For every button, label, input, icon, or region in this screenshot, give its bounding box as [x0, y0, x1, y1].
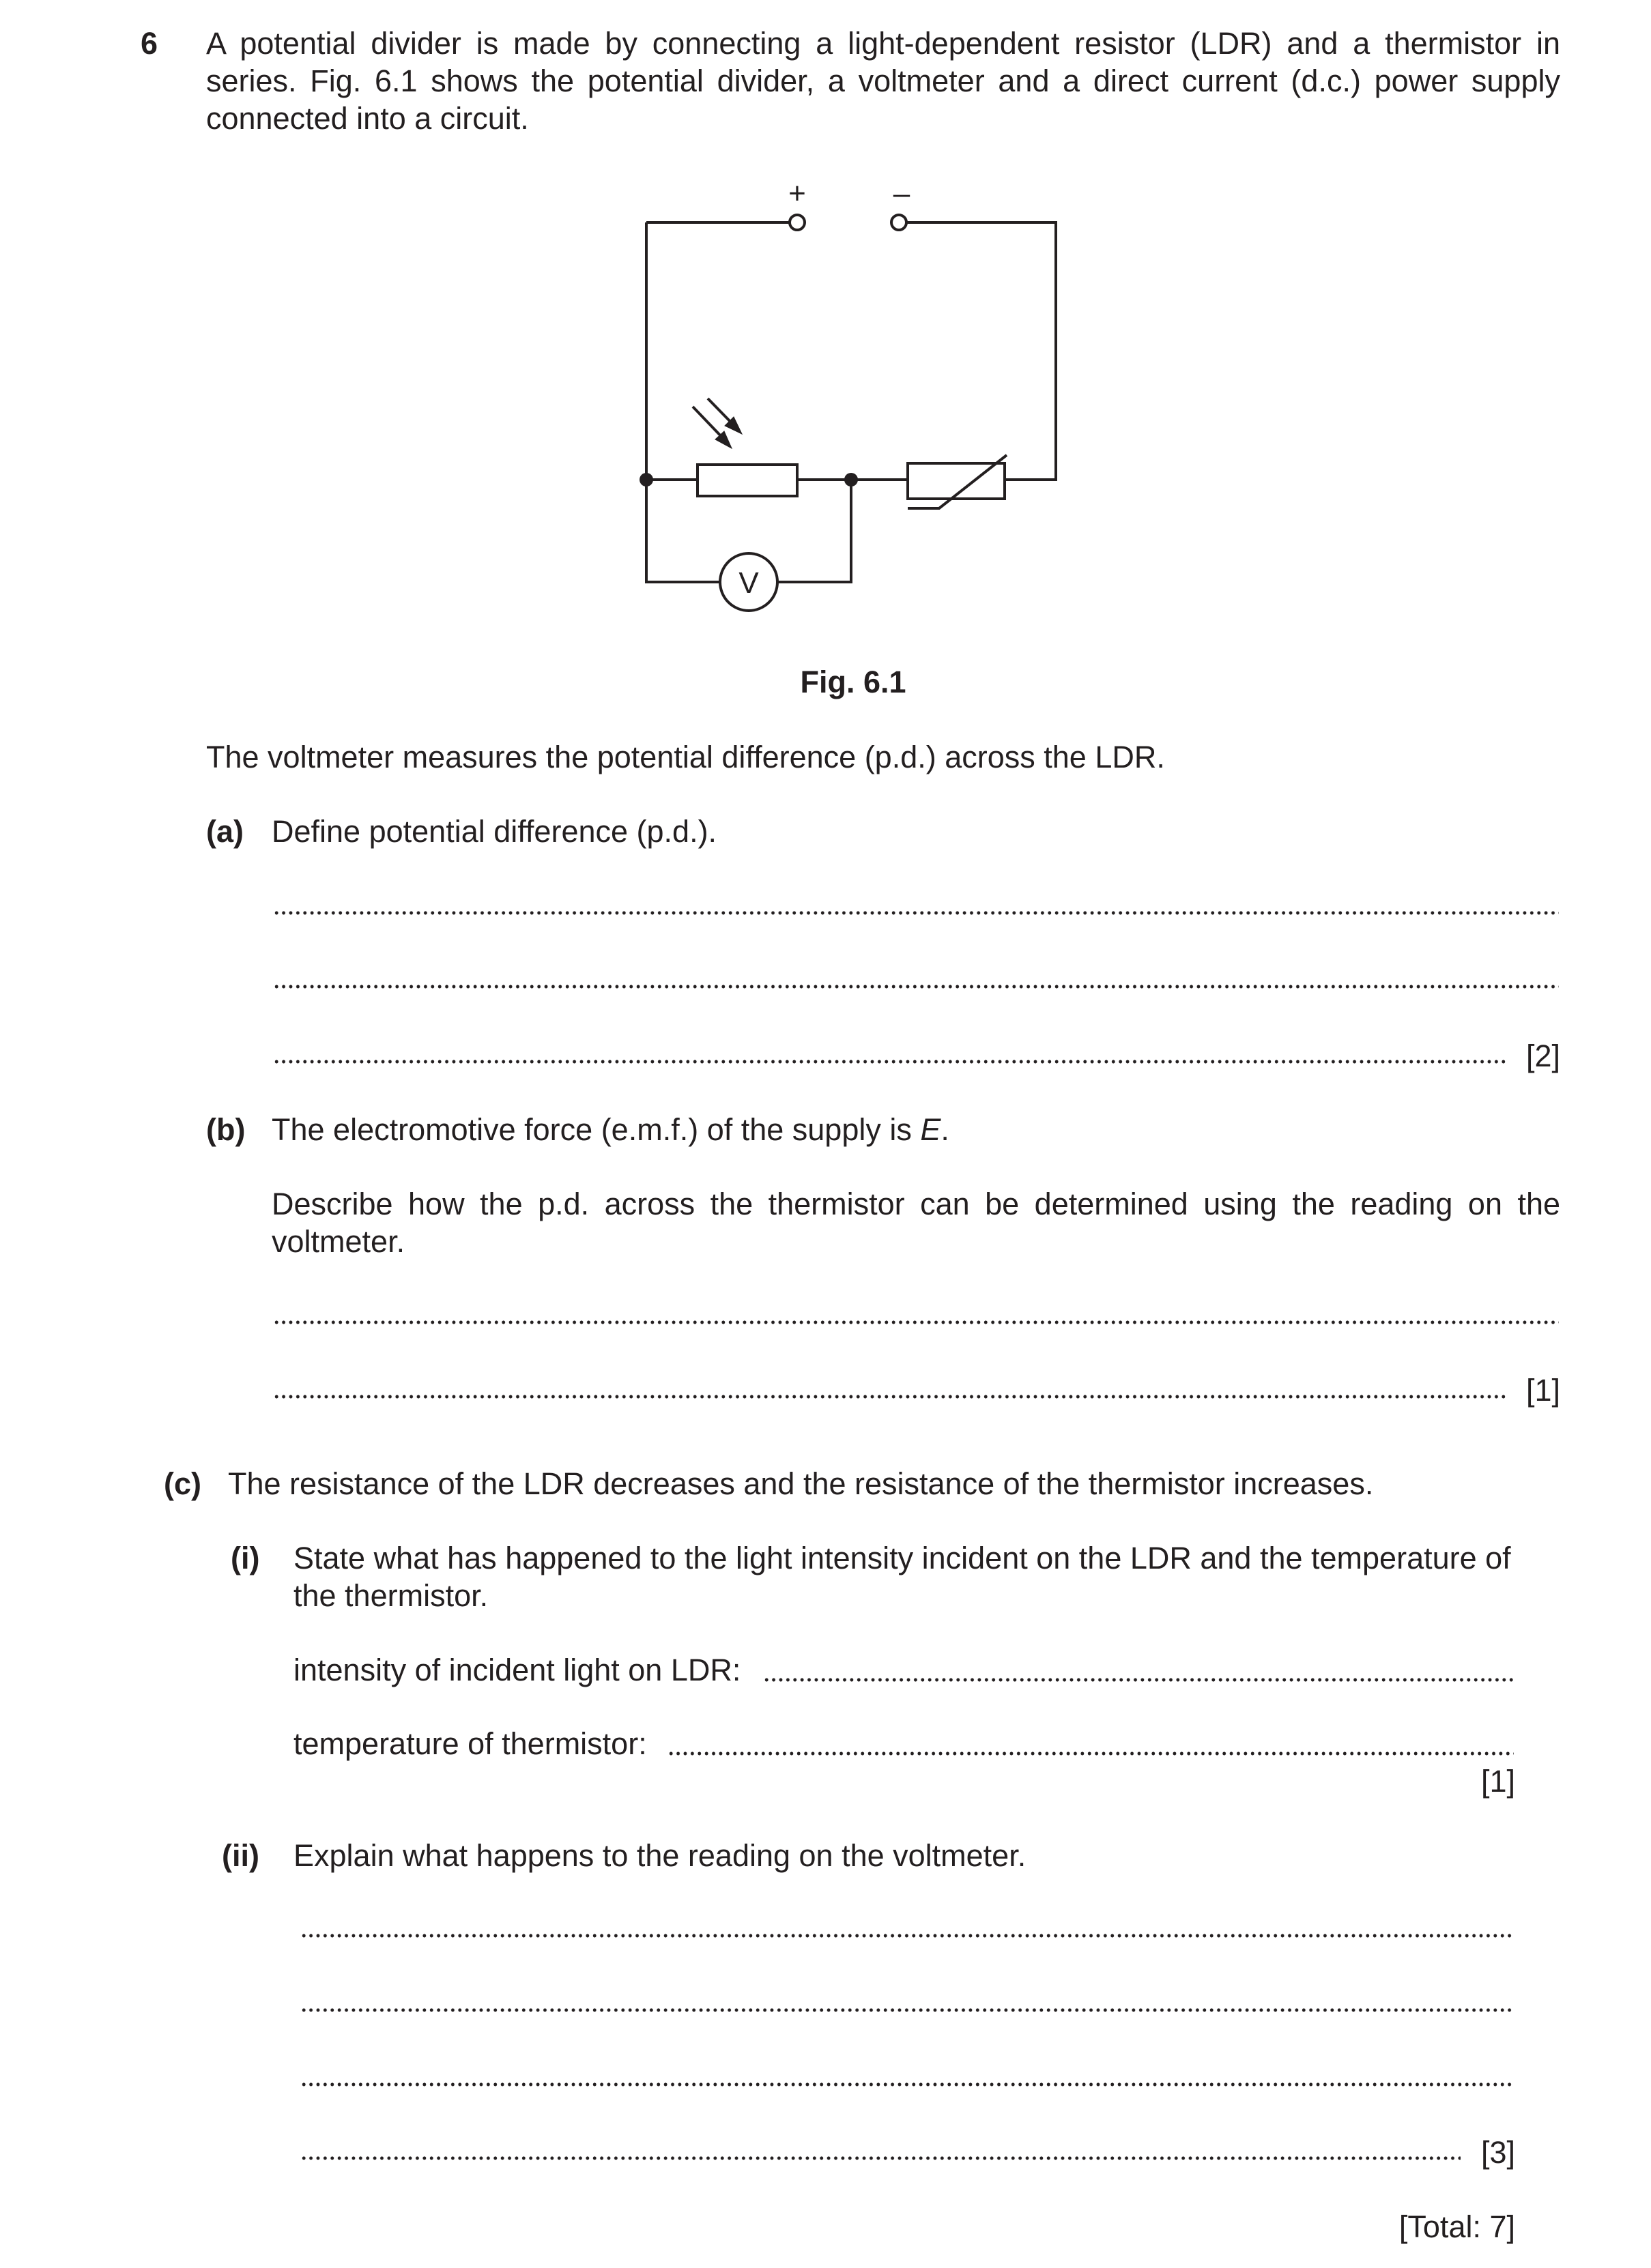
junction-middle [844, 473, 858, 486]
part-b-text-before: The electromotive force (e.m.f.) of the supply is [272, 1112, 921, 1147]
part-c-ii-answer-line-2[interactable] [300, 2007, 1514, 2013]
part-b-text-after: . [941, 1112, 949, 1147]
light-arrows-icon [693, 398, 742, 448]
question-intro: A potential divider is made by connecting a light-dependent resistor (LDR) and a thermistor in series. Fig. 6.1 shows the potential divider, a voltmeter and a direct current (d.c.) power supply connected into a circuit. [206, 26, 1560, 136]
minus-label: – [893, 177, 910, 210]
part-a-answer-line-1[interactable] [273, 910, 1559, 916]
emf-symbol: E [920, 1112, 941, 1147]
part-c-i-label: (i) [231, 1541, 260, 1575]
total-marks: [Total: 7] [1398, 2209, 1515, 2244]
part-a-marks: [2] [1525, 1038, 1560, 1073]
negative-terminal [891, 215, 906, 230]
part-a-answer-line-3[interactable] [273, 1059, 1508, 1064]
part-c-ii-answer-line-1[interactable] [300, 1933, 1514, 1938]
part-c-text: The resistance of the LDR decreases and the resistance of the thermistor increases. [228, 1466, 1374, 1501]
voltmeter-label: V [738, 566, 759, 600]
question-number: 6 [141, 26, 158, 61]
part-c-ii-text: Explain what happens to the reading on the voltmeter. [293, 1838, 1027, 1873]
figure-caption: Fig. 6.1 [800, 665, 906, 699]
part-c-i-text: State what has happened to the light intensity incident on the LDR and the temperature of the thermistor. [293, 1541, 1511, 1613]
part-b-marks: [1] [1525, 1373, 1560, 1408]
wire-left [646, 222, 720, 582]
part-b-answer-line-2[interactable] [273, 1394, 1508, 1399]
circuit-diagram [614, 171, 1092, 621]
thermistor-temperature-answer-line[interactable] [667, 1751, 1514, 1756]
light-intensity-answer-line[interactable] [763, 1677, 1514, 1683]
part-c-i-marks: [1] [1480, 1764, 1515, 1799]
part-a-answer-line-2[interactable] [273, 984, 1559, 989]
part-b-answer-line-1[interactable] [273, 1320, 1559, 1325]
part-c-ii-marks: [3] [1480, 2135, 1515, 2170]
ldr-resistor [698, 465, 797, 496]
part-c-label: (c) [164, 1466, 201, 1501]
thermistor-temperature-label: temperature of thermistor: [293, 1726, 647, 1761]
plus-label: + [788, 177, 806, 210]
wire-top-right [906, 222, 1056, 480]
part-a-text: Define potential difference (p.d.). [272, 814, 717, 849]
part-c-ii-answer-line-3[interactable] [300, 2082, 1514, 2087]
light-intensity-label: intensity of incident light on LDR: [293, 1653, 741, 1687]
junction-left [640, 473, 653, 486]
positive-terminal [790, 215, 805, 230]
part-b-describe: Describe how the p.d. across the thermistor can be determined using the reading on the voltmeter. [272, 1187, 1560, 1259]
part-c-ii-answer-line-4[interactable] [300, 2155, 1461, 2161]
part-a-label: (a) [206, 814, 244, 849]
part-c-ii-label: (ii) [222, 1838, 259, 1873]
part-b-text [272, 1111, 1560, 1148]
statement: The voltmeter measures the potential difference (p.d.) across the LDR. [206, 740, 1165, 774]
part-b-label: (b) [206, 1112, 246, 1147]
